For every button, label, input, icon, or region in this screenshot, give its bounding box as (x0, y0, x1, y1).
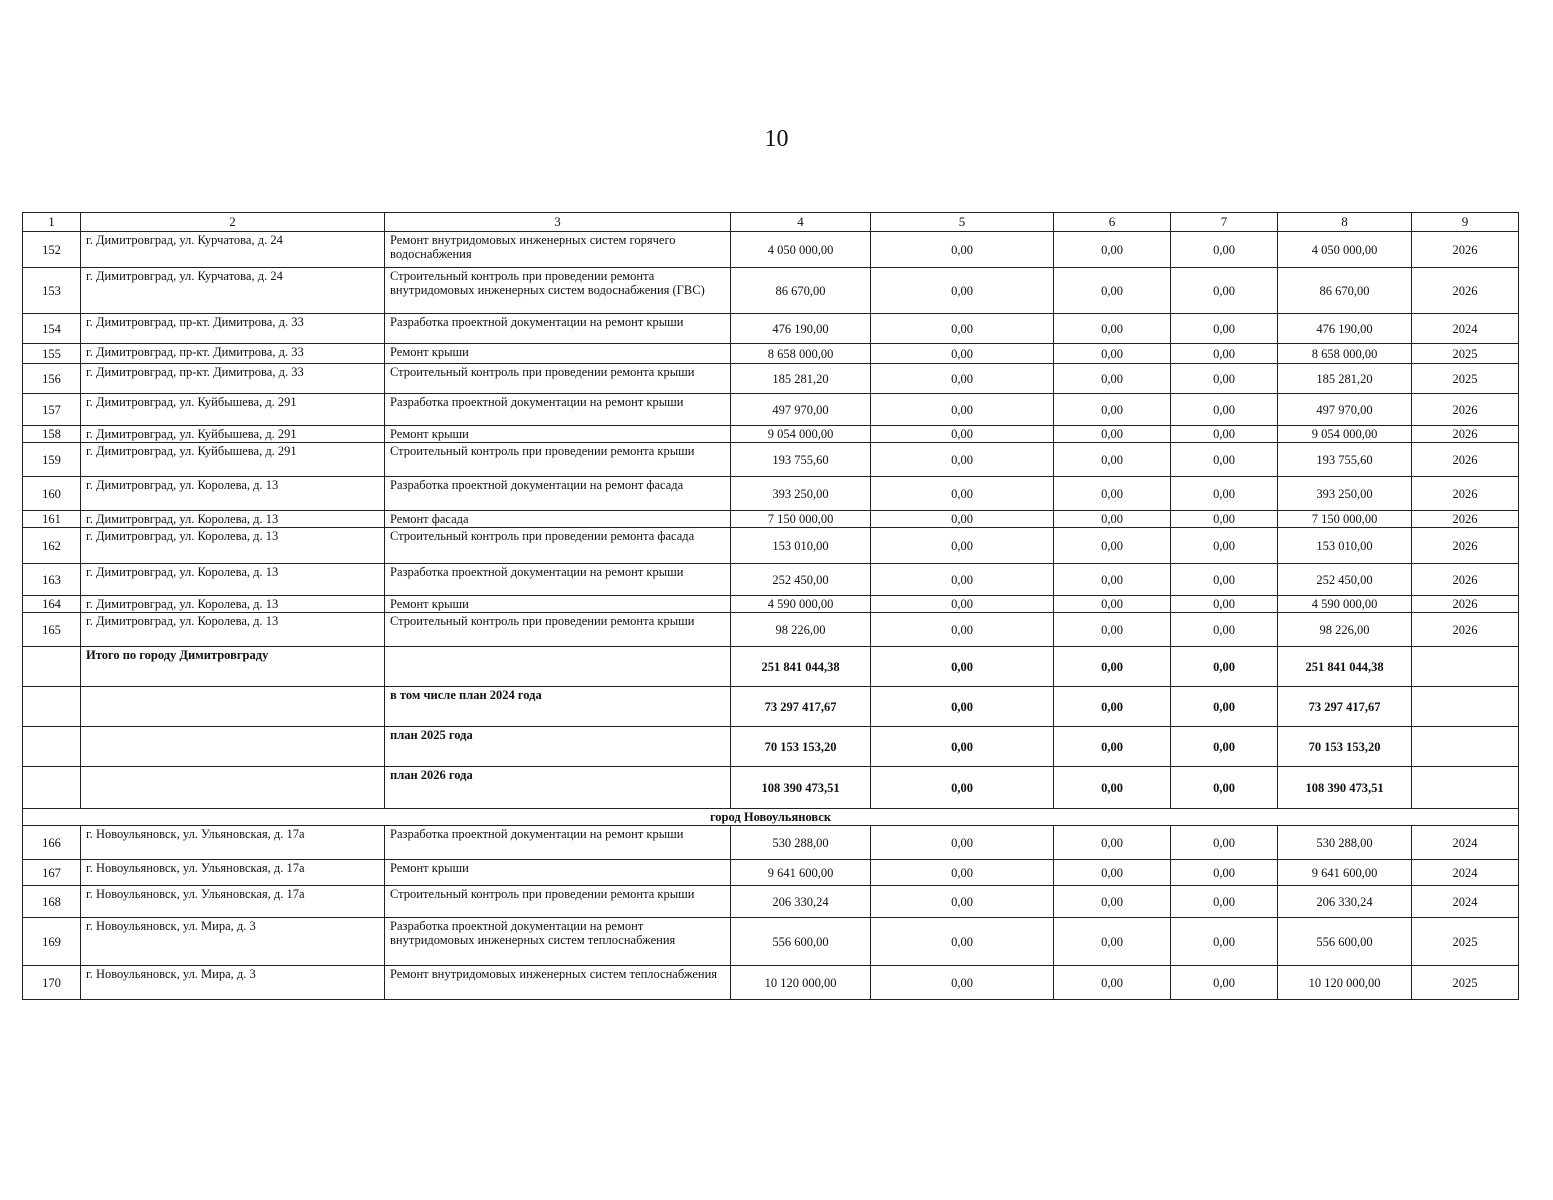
column-6-cell: 0,00 (1054, 886, 1171, 918)
table-row (23, 364, 1519, 394)
column-8-cell: 193 755,60 (1278, 443, 1412, 477)
work-type-cell: Разработка проектной документации на ремонт фасада (385, 477, 731, 511)
column-8-cell: 108 390 473,51 (1278, 767, 1412, 809)
address-cell: г. Димитровград, ул. Королева, д. 13 (81, 511, 385, 528)
column-8-cell: 98 226,00 (1278, 613, 1412, 647)
table-row (23, 268, 1519, 314)
work-type-cell: Ремонт крыши (385, 426, 731, 443)
column-5-cell: 0,00 (871, 528, 1054, 564)
column-6-cell: 0,00 (1054, 314, 1171, 344)
total-row (23, 767, 1519, 809)
address-cell: г. Новоульяновск, ул. Мира, д. 3 (81, 966, 385, 1000)
work-type-cell: Ремонт фасада (385, 511, 731, 528)
table-body (23, 213, 1519, 1000)
column-header-4: 4 (731, 213, 871, 232)
address-cell: г. Димитровград, ул. Королева, д. 13 (81, 564, 385, 596)
year-cell: 2025 (1412, 364, 1519, 394)
year-cell: 2024 (1412, 860, 1519, 886)
column-8-cell: 252 450,00 (1278, 564, 1412, 596)
total-label-address: Итого по городу Димитровграду (81, 647, 385, 687)
column-7-cell: 0,00 (1171, 344, 1278, 364)
budget-table-container (22, 212, 1518, 1000)
row-number: 162 (23, 528, 81, 564)
total-cost-cell: 556 600,00 (731, 918, 871, 966)
column-header-9: 9 (1412, 213, 1519, 232)
column-8-cell: 185 281,20 (1278, 364, 1412, 394)
total-cost-cell: 7 150 000,00 (731, 511, 871, 528)
total-cost-cell: 251 841 044,38 (731, 647, 871, 687)
row-number: 169 (23, 918, 81, 966)
column-7-cell: 0,00 (1171, 232, 1278, 268)
address-cell: г. Димитровград, ул. Королева, д. 13 (81, 477, 385, 511)
column-5-cell: 0,00 (871, 564, 1054, 596)
table-row (23, 564, 1519, 596)
total-label-address (81, 687, 385, 727)
column-8-cell: 86 670,00 (1278, 268, 1412, 314)
column-6-cell: 0,00 (1054, 596, 1171, 613)
work-type-cell: Строительный контроль при проведении ремонта крыши (385, 364, 731, 394)
column-7-cell: 0,00 (1171, 727, 1278, 767)
column-header-8: 8 (1278, 213, 1412, 232)
column-6-cell: 0,00 (1054, 426, 1171, 443)
work-type-cell: Ремонт крыши (385, 596, 731, 613)
address-cell: г. Новоульяновск, ул. Ульяновская, д. 17а (81, 886, 385, 918)
column-header-1: 1 (23, 213, 81, 232)
total-cost-cell: 497 970,00 (731, 394, 871, 426)
column-5-cell: 0,00 (871, 394, 1054, 426)
table-row (23, 426, 1519, 443)
column-5-cell: 0,00 (871, 426, 1054, 443)
column-6-cell: 0,00 (1054, 528, 1171, 564)
column-5-cell: 0,00 (871, 511, 1054, 528)
table-row (23, 394, 1519, 426)
page-number: 10 (764, 126, 789, 152)
total-cost-cell: 9 641 600,00 (731, 860, 871, 886)
total-cost-cell: 252 450,00 (731, 564, 871, 596)
table-row (23, 886, 1519, 918)
column-5-cell: 0,00 (871, 232, 1054, 268)
column-5-cell: 0,00 (871, 826, 1054, 860)
table-row (23, 860, 1519, 886)
column-8-cell: 251 841 044,38 (1278, 647, 1412, 687)
address-cell: г. Новоульяновск, ул. Ульяновская, д. 17а (81, 860, 385, 886)
column-6-cell: 0,00 (1054, 394, 1171, 426)
column-5-cell: 0,00 (871, 886, 1054, 918)
year-cell: 2026 (1412, 477, 1519, 511)
city-heading-row (23, 809, 1519, 826)
total-cost-cell: 185 281,20 (731, 364, 871, 394)
column-8-cell: 530 288,00 (1278, 826, 1412, 860)
row-number (23, 647, 81, 687)
column-5-cell: 0,00 (871, 767, 1054, 809)
column-8-cell: 9 054 000,00 (1278, 426, 1412, 443)
total-label-work: план 2026 года (385, 767, 731, 809)
year-cell: 2026 (1412, 443, 1519, 477)
column-5-cell: 0,00 (871, 966, 1054, 1000)
work-type-cell: Разработка проектной документации на ремонт крыши (385, 826, 731, 860)
city-heading: город Новоульяновск (23, 809, 1519, 826)
column-6-cell: 0,00 (1054, 826, 1171, 860)
column-header-2: 2 (81, 213, 385, 232)
column-6-cell: 0,00 (1054, 613, 1171, 647)
total-label-work: в том числе план 2024 года (385, 687, 731, 727)
work-type-cell: Разработка проектной документации на ремонт внутридомовых инженерных систем теплоснабжения (385, 918, 731, 966)
column-5-cell: 0,00 (871, 727, 1054, 767)
row-number: 160 (23, 477, 81, 511)
year-cell: 2024 (1412, 826, 1519, 860)
work-type-cell: Строительный контроль при проведении ремонта внутридомовых инженерных систем водоснабжения (ГВС) (385, 268, 731, 314)
row-number: 157 (23, 394, 81, 426)
work-type-cell: Строительный контроль при проведении ремонта фасада (385, 528, 731, 564)
year-cell: 2026 (1412, 268, 1519, 314)
table-row (23, 232, 1519, 268)
table-row (23, 443, 1519, 477)
column-7-cell: 0,00 (1171, 511, 1278, 528)
column-6-cell: 0,00 (1054, 511, 1171, 528)
column-7-cell: 0,00 (1171, 647, 1278, 687)
column-7-cell: 0,00 (1171, 687, 1278, 727)
column-7-cell: 0,00 (1171, 613, 1278, 647)
column-5-cell: 0,00 (871, 268, 1054, 314)
column-6-cell: 0,00 (1054, 860, 1171, 886)
year-cell (1412, 647, 1519, 687)
column-8-cell: 206 330,24 (1278, 886, 1412, 918)
table-row (23, 314, 1519, 344)
column-8-cell: 10 120 000,00 (1278, 966, 1412, 1000)
total-cost-cell: 393 250,00 (731, 477, 871, 511)
row-number: 165 (23, 613, 81, 647)
column-7-cell: 0,00 (1171, 443, 1278, 477)
work-type-cell: Строительный контроль при проведении ремонта крыши (385, 886, 731, 918)
total-label-address (81, 727, 385, 767)
year-cell: 2026 (1412, 596, 1519, 613)
column-6-cell: 0,00 (1054, 232, 1171, 268)
column-7-cell: 0,00 (1171, 966, 1278, 1000)
year-cell: 2026 (1412, 528, 1519, 564)
column-7-cell: 0,00 (1171, 268, 1278, 314)
address-cell: г. Новоульяновск, ул. Ульяновская, д. 17а (81, 826, 385, 860)
address-cell: г. Димитровград, ул. Куйбышева, д. 291 (81, 426, 385, 443)
column-5-cell: 0,00 (871, 918, 1054, 966)
address-cell: г. Димитровград, ул. Королева, д. 13 (81, 596, 385, 613)
budget-table (22, 212, 1519, 1000)
work-type-cell: Ремонт крыши (385, 344, 731, 364)
column-8-cell: 4 590 000,00 (1278, 596, 1412, 613)
total-row (23, 727, 1519, 767)
table-row (23, 344, 1519, 364)
column-7-cell: 0,00 (1171, 860, 1278, 886)
work-type-cell: Разработка проектной документации на ремонт крыши (385, 394, 731, 426)
column-8-cell: 9 641 600,00 (1278, 860, 1412, 886)
address-cell: г. Димитровград, пр-кт. Димитрова, д. 33 (81, 344, 385, 364)
year-cell: 2024 (1412, 886, 1519, 918)
column-7-cell: 0,00 (1171, 314, 1278, 344)
column-7-cell: 0,00 (1171, 477, 1278, 511)
address-cell: г. Димитровград, ул. Куйбышева, д. 291 (81, 394, 385, 426)
column-8-cell: 73 297 417,67 (1278, 687, 1412, 727)
column-5-cell: 0,00 (871, 596, 1054, 613)
column-7-cell: 0,00 (1171, 394, 1278, 426)
total-cost-cell: 108 390 473,51 (731, 767, 871, 809)
column-7-cell: 0,00 (1171, 596, 1278, 613)
total-cost-cell: 98 226,00 (731, 613, 871, 647)
column-7-cell: 0,00 (1171, 364, 1278, 394)
column-8-cell: 4 050 000,00 (1278, 232, 1412, 268)
work-type-cell: Разработка проектной документации на ремонт крыши (385, 314, 731, 344)
address-cell: г. Димитровград, ул. Курчатова, д. 24 (81, 268, 385, 314)
total-cost-cell: 476 190,00 (731, 314, 871, 344)
address-cell: г. Димитровград, ул. Куйбышева, д. 291 (81, 443, 385, 477)
table-row (23, 477, 1519, 511)
total-cost-cell: 193 755,60 (731, 443, 871, 477)
work-type-cell: Ремонт внутридомовых инженерных систем теплоснабжения (385, 966, 731, 1000)
table-row (23, 596, 1519, 613)
column-7-cell: 0,00 (1171, 528, 1278, 564)
year-cell (1412, 767, 1519, 809)
work-type-cell: Строительный контроль при проведении ремонта крыши (385, 613, 731, 647)
column-7-cell: 0,00 (1171, 826, 1278, 860)
address-cell: г. Димитровград, пр-кт. Димитрова, д. 33 (81, 314, 385, 344)
address-cell: г. Димитровград, ул. Королева, д. 13 (81, 613, 385, 647)
year-cell: 2025 (1412, 966, 1519, 1000)
total-label-work (385, 647, 731, 687)
total-label-work: план 2025 года (385, 727, 731, 767)
work-type-cell: Ремонт крыши (385, 860, 731, 886)
year-cell: 2026 (1412, 564, 1519, 596)
row-number (23, 767, 81, 809)
column-5-cell: 0,00 (871, 860, 1054, 886)
year-cell: 2024 (1412, 314, 1519, 344)
column-header-7: 7 (1171, 213, 1278, 232)
column-6-cell: 0,00 (1054, 647, 1171, 687)
total-cost-cell: 4 050 000,00 (731, 232, 871, 268)
column-7-cell: 0,00 (1171, 564, 1278, 596)
total-label-address (81, 767, 385, 809)
total-cost-cell: 153 010,00 (731, 528, 871, 564)
total-cost-cell: 530 288,00 (731, 826, 871, 860)
column-6-cell: 0,00 (1054, 918, 1171, 966)
column-8-cell: 153 010,00 (1278, 528, 1412, 564)
year-cell: 2026 (1412, 394, 1519, 426)
year-cell: 2026 (1412, 613, 1519, 647)
row-number: 156 (23, 364, 81, 394)
row-number: 164 (23, 596, 81, 613)
column-header-6: 6 (1054, 213, 1171, 232)
column-5-cell: 0,00 (871, 477, 1054, 511)
column-8-cell: 497 970,00 (1278, 394, 1412, 426)
column-8-cell: 8 658 000,00 (1278, 344, 1412, 364)
total-cost-cell: 9 054 000,00 (731, 426, 871, 443)
column-6-cell: 0,00 (1054, 443, 1171, 477)
column-5-cell: 0,00 (871, 344, 1054, 364)
row-number: 168 (23, 886, 81, 918)
row-number: 167 (23, 860, 81, 886)
address-cell: г. Димитровград, пр-кт. Димитрова, д. 33 (81, 364, 385, 394)
table-row (23, 613, 1519, 647)
column-6-cell: 0,00 (1054, 564, 1171, 596)
address-cell: г. Димитровград, ул. Курчатова, д. 24 (81, 232, 385, 268)
column-6-cell: 0,00 (1054, 268, 1171, 314)
column-6-cell: 0,00 (1054, 767, 1171, 809)
column-6-cell: 0,00 (1054, 727, 1171, 767)
column-8-cell: 393 250,00 (1278, 477, 1412, 511)
work-type-cell: Ремонт внутридомовых инженерных систем горячего водоснабжения (385, 232, 731, 268)
column-header-3: 3 (385, 213, 731, 232)
column-5-cell: 0,00 (871, 687, 1054, 727)
year-cell: 2025 (1412, 344, 1519, 364)
column-8-cell: 556 600,00 (1278, 918, 1412, 966)
total-row (23, 647, 1519, 687)
address-cell: г. Димитровград, ул. Королева, д. 13 (81, 528, 385, 564)
work-type-cell: Разработка проектной документации на ремонт крыши (385, 564, 731, 596)
column-8-cell: 70 153 153,20 (1278, 727, 1412, 767)
column-header-5: 5 (871, 213, 1054, 232)
row-number: 166 (23, 826, 81, 860)
row-number: 158 (23, 426, 81, 443)
year-cell (1412, 687, 1519, 727)
column-number-header (23, 213, 1519, 232)
total-cost-cell: 70 153 153,20 (731, 727, 871, 767)
total-cost-cell: 206 330,24 (731, 886, 871, 918)
row-number: 153 (23, 268, 81, 314)
table-row (23, 826, 1519, 860)
total-cost-cell: 73 297 417,67 (731, 687, 871, 727)
row-number: 163 (23, 564, 81, 596)
column-6-cell: 0,00 (1054, 477, 1171, 511)
row-number (23, 727, 81, 767)
total-row (23, 687, 1519, 727)
column-7-cell: 0,00 (1171, 886, 1278, 918)
year-cell: 2026 (1412, 232, 1519, 268)
column-7-cell: 0,00 (1171, 767, 1278, 809)
total-cost-cell: 86 670,00 (731, 268, 871, 314)
column-6-cell: 0,00 (1054, 344, 1171, 364)
row-number (23, 687, 81, 727)
year-cell: 2026 (1412, 426, 1519, 443)
column-6-cell: 0,00 (1054, 364, 1171, 394)
table-row (23, 528, 1519, 564)
address-cell: г. Новоульяновск, ул. Мира, д. 3 (81, 918, 385, 966)
row-number: 161 (23, 511, 81, 528)
table-row (23, 918, 1519, 966)
row-number: 170 (23, 966, 81, 1000)
column-5-cell: 0,00 (871, 443, 1054, 477)
column-5-cell: 0,00 (871, 314, 1054, 344)
column-8-cell: 476 190,00 (1278, 314, 1412, 344)
total-cost-cell: 4 590 000,00 (731, 596, 871, 613)
total-cost-cell: 8 658 000,00 (731, 344, 871, 364)
column-5-cell: 0,00 (871, 364, 1054, 394)
row-number: 152 (23, 232, 81, 268)
column-5-cell: 0,00 (871, 613, 1054, 647)
column-6-cell: 0,00 (1054, 966, 1171, 1000)
table-row (23, 511, 1519, 528)
total-cost-cell: 10 120 000,00 (731, 966, 871, 1000)
year-cell (1412, 727, 1519, 767)
row-number: 159 (23, 443, 81, 477)
column-6-cell: 0,00 (1054, 687, 1171, 727)
row-number: 154 (23, 314, 81, 344)
column-7-cell: 0,00 (1171, 426, 1278, 443)
table-row (23, 966, 1519, 1000)
row-number: 155 (23, 344, 81, 364)
column-5-cell: 0,00 (871, 647, 1054, 687)
column-7-cell: 0,00 (1171, 918, 1278, 966)
column-8-cell: 7 150 000,00 (1278, 511, 1412, 528)
year-cell: 2025 (1412, 918, 1519, 966)
work-type-cell: Строительный контроль при проведении ремонта крыши (385, 443, 731, 477)
year-cell: 2026 (1412, 511, 1519, 528)
